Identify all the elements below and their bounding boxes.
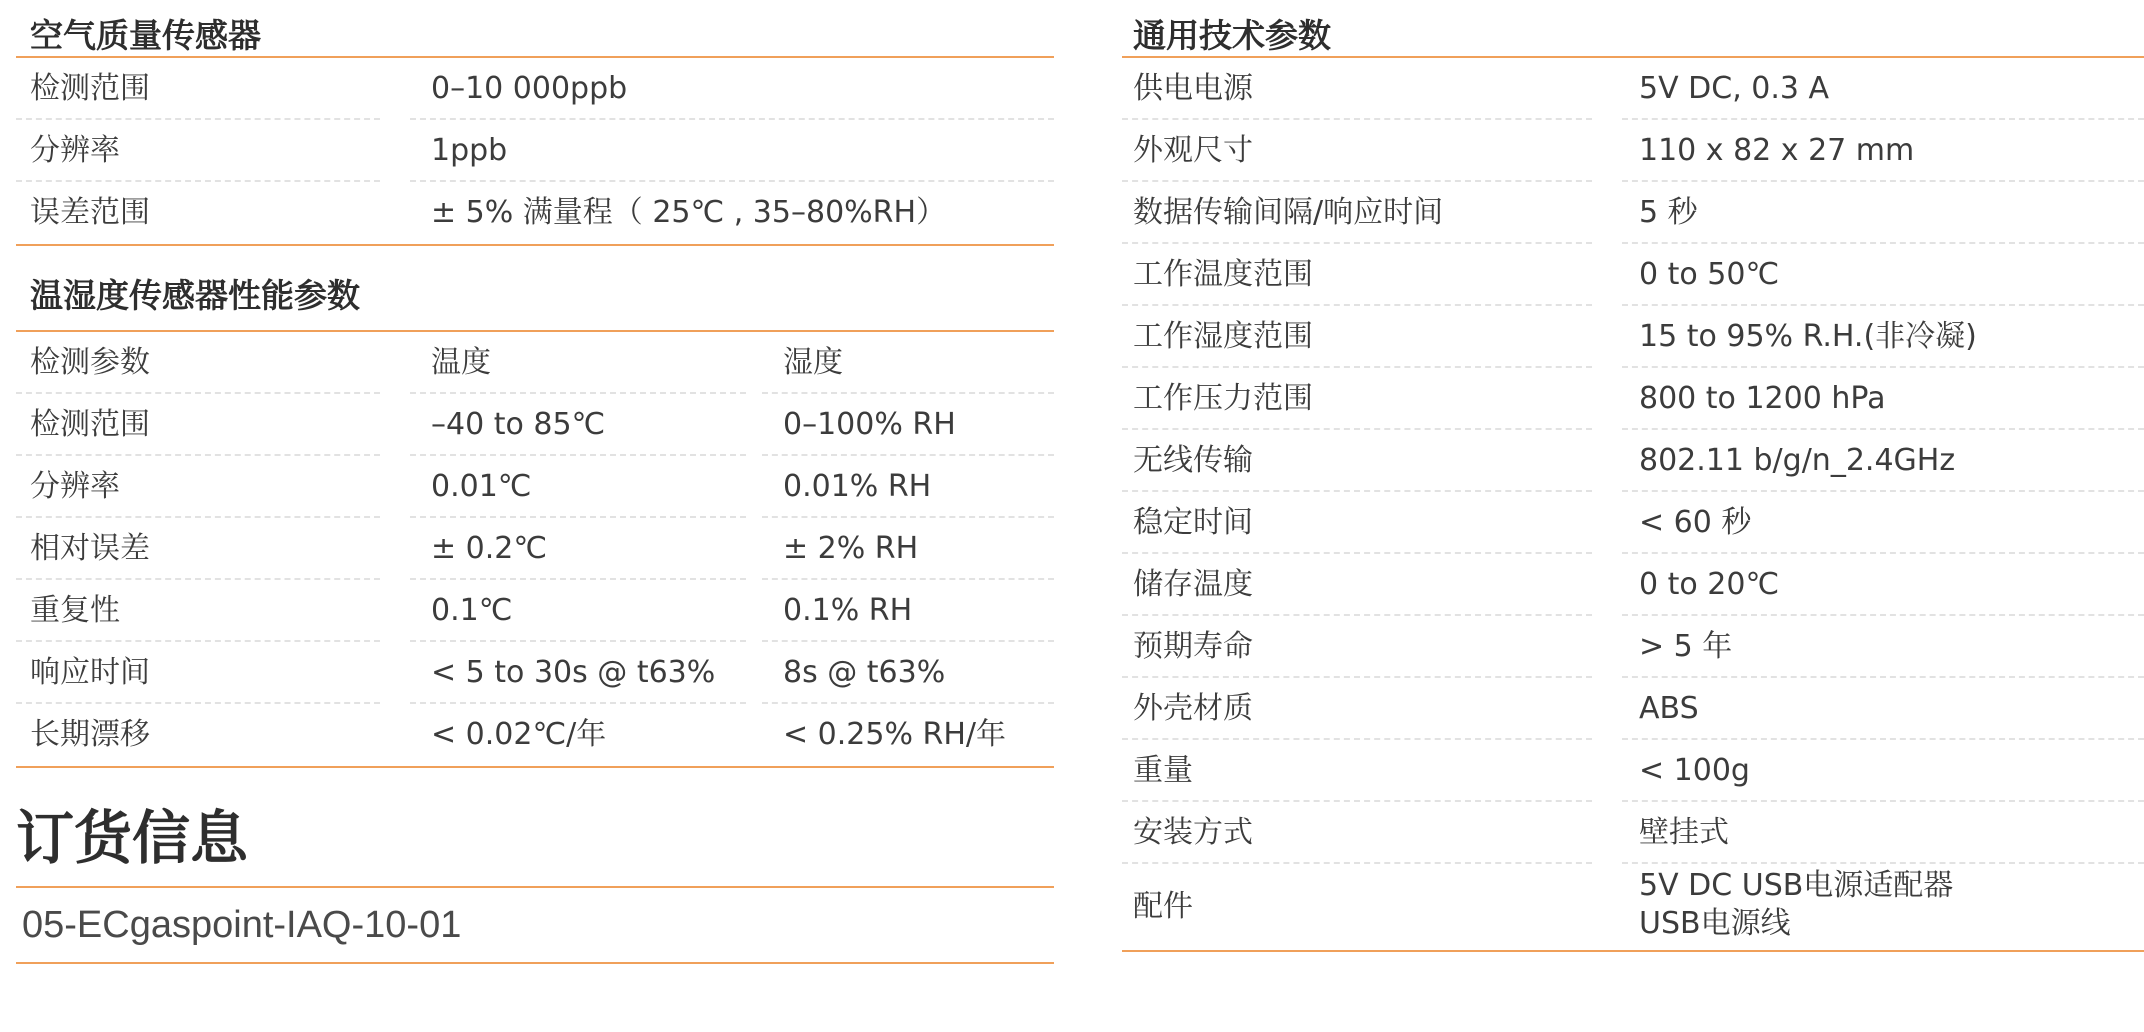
ordering-bottom-rule: [16, 962, 1054, 964]
row-label: 长期漂移: [30, 717, 150, 752]
row-label: 预期寿命: [1133, 629, 1253, 664]
row-label: 检测范围: [30, 71, 150, 106]
row-value: 802.11 b/g/n_2.4GHz: [1639, 443, 1956, 478]
part-number: 05-ECgaspoint-IAQ-10-01: [22, 904, 462, 946]
temperature-value: ± 0.2℃: [431, 531, 548, 566]
table-row: [1122, 864, 2144, 950]
row-label: 安装方式: [1133, 815, 1253, 850]
table-row: [1122, 58, 2144, 120]
general-specs-title: 通用技术参数: [1133, 16, 1331, 55]
table-row: [16, 456, 1054, 518]
right-column: [1122, 0, 2144, 952]
table-row: [16, 182, 1054, 244]
row-value: ABS: [1639, 691, 1699, 726]
table-row: [1122, 554, 2144, 616]
table-row: [16, 394, 1054, 456]
table-row: [16, 642, 1054, 704]
table-row: [16, 120, 1054, 182]
ordering-title: 订货信息: [16, 804, 249, 872]
temperature-value: 0.01℃: [431, 469, 532, 504]
table-row: [1122, 368, 2144, 430]
row-value: ± 5% 满量程（ 25℃ , 35–80%RH）: [431, 195, 947, 230]
table-row: [1122, 120, 2144, 182]
table-row: [1122, 802, 2144, 864]
row-label: 重复性: [30, 593, 120, 628]
row-label: 外观尺寸: [1133, 133, 1253, 168]
table-row: [1122, 244, 2144, 306]
table-row: [1122, 678, 2144, 740]
accessory-item: 5V DC USB电源适配器: [1639, 868, 1954, 903]
row-value: 壁挂式: [1639, 815, 1729, 850]
general-specs-bottom-rule: [1122, 950, 2144, 952]
humidity-value: ± 2% RH: [783, 531, 919, 566]
row-label: 检测范围: [30, 407, 150, 442]
humidity-value: 8s @ t63%: [783, 655, 946, 690]
table-row: [1122, 430, 2144, 492]
row-label: 重量: [1133, 753, 1193, 788]
row-value: 1ppb: [431, 133, 508, 168]
row-value: 110 x 82 x 27 mm: [1639, 133, 1915, 168]
table-row: [1122, 492, 2144, 554]
row-value: > 5 年: [1639, 629, 1733, 664]
humidity-value: 0.01% RH: [783, 469, 932, 504]
row-value: 5 秒: [1639, 195, 1698, 230]
table-row: [1122, 306, 2144, 368]
table-row: [16, 580, 1054, 642]
humidity-value: < 0.25% RH/年: [783, 717, 1007, 752]
row-value: 15 to 95% R.H.(非冷凝): [1639, 319, 1977, 354]
row-value: < 60 秒: [1639, 505, 1752, 540]
row-label: 配件: [1133, 889, 1193, 924]
row-value: [1639, 867, 1953, 950]
temperature-value: 0.1℃: [431, 593, 513, 628]
row-value: 800 to 1200 hPa: [1639, 381, 1886, 416]
row-label: 分辨率: [30, 469, 120, 504]
temperature-value: < 0.02℃/年: [431, 717, 607, 752]
row-label: 工作温度范围: [1133, 257, 1313, 292]
row-value: 5V DC, 0.3 A: [1639, 71, 1830, 106]
row-value: 0–10 000ppb: [431, 71, 628, 106]
row-label: 数据传输间隔/响应时间: [1133, 195, 1444, 230]
row-label: 相对误差: [30, 531, 150, 566]
humidity-value: 0.1% RH: [783, 593, 913, 628]
temperature-value: –40 to 85℃: [431, 407, 606, 442]
left-column: [16, 0, 1054, 964]
row-label: 外壳材质: [1133, 691, 1253, 726]
temperature-value: < 5 to 30s @ t63%: [431, 655, 716, 690]
table-row: [1122, 182, 2144, 244]
column-header-humidity: 湿度: [783, 345, 843, 380]
column-header-temperature: 温度: [431, 345, 491, 380]
row-value: 0 to 20℃: [1639, 567, 1780, 602]
table-row: [1122, 740, 2144, 802]
row-label: 工作压力范围: [1133, 381, 1313, 416]
row-value: < 100g: [1639, 753, 1750, 788]
row-label: 无线传输: [1133, 443, 1253, 478]
table-row: [16, 518, 1054, 580]
row-label: 供电电源: [1133, 71, 1253, 106]
row-label: 响应时间: [30, 655, 150, 690]
temp-humidity-table: [16, 332, 1054, 766]
row-label: 误差范围: [30, 195, 150, 230]
row-label: 储存温度: [1133, 567, 1253, 602]
row-label: 工作湿度范围: [1133, 319, 1313, 354]
air-quality-table: [16, 58, 1054, 244]
row-value: 0 to 50℃: [1639, 257, 1780, 292]
table-row: [1122, 616, 2144, 678]
table-header-row: [16, 332, 1054, 394]
temp-humidity-title: 温湿度传感器性能参数: [30, 276, 360, 315]
column-header-parameter: 检测参数: [30, 345, 150, 380]
table-row: [16, 704, 1054, 766]
humidity-value: 0–100% RH: [783, 407, 956, 442]
row-label: 分辨率: [30, 133, 120, 168]
air-quality-title: 空气质量传感器: [30, 16, 261, 55]
row-label: 稳定时间: [1133, 505, 1253, 540]
general-specs-table: [1122, 58, 2144, 950]
table-row: [16, 58, 1054, 120]
accessory-item: USB电源线: [1639, 906, 1791, 941]
